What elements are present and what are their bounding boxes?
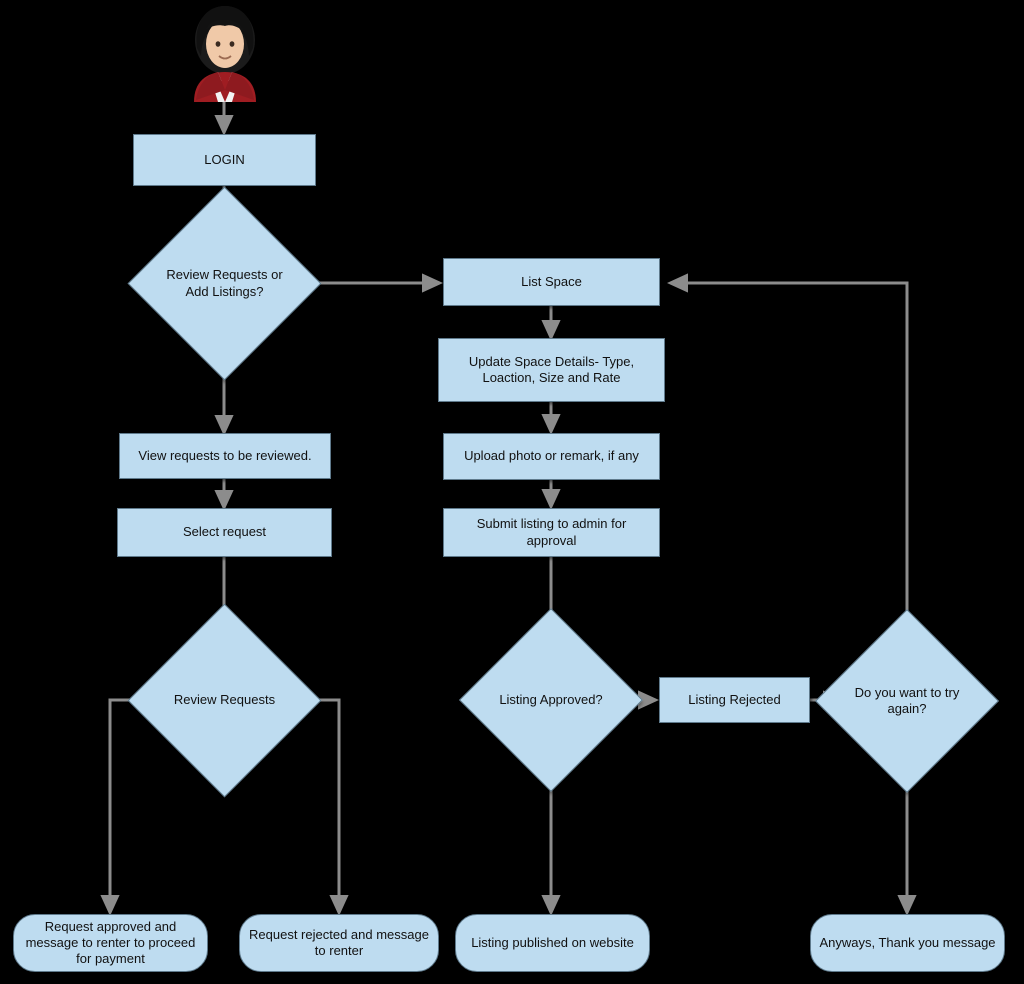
node-listing-published-label: Listing published on website [471,934,634,950]
node-listing-approved-label: Listing Approved? [499,691,603,707]
node-select-request-label: Select request [182,524,267,540]
node-submit-listing-label: Submit listing to admin for approval [476,516,627,548]
node-review-requests[interactable] [156,632,293,769]
node-login-label: LOGIN [204,151,245,167]
node-listing-rejected[interactable] [659,677,810,723]
node-thank-you[interactable] [810,914,1005,972]
node-thank-you-label: Anyways, Thank you message [819,934,996,950]
edge-review-rejected [292,700,339,913]
node-update-space-details[interactable] [438,338,665,402]
edge-review-approved [110,700,157,913]
node-list-space[interactable] [443,258,660,306]
node-review-or-add-listings[interactable] [156,215,293,352]
node-request-rejected-label: Request rejected and message to renter [249,926,429,958]
node-upload-photo[interactable] [443,433,660,480]
edge-tryagain-listspace [670,283,907,638]
node-listing-published[interactable] [455,914,650,972]
node-select-request[interactable] [117,508,332,557]
node-view-requests[interactable] [119,433,331,479]
user-actor-icon [188,4,262,102]
node-review-requests-label: Review Requests [173,692,276,708]
node-update-space-details-label: Update Space Details- Type, Loaction, Size and Rate [468,353,635,385]
node-try-again[interactable] [842,636,972,766]
node-submit-listing[interactable] [443,508,660,557]
node-login[interactable] [133,134,316,186]
node-listing-rejected-label: Listing Rejected [688,691,781,707]
node-listing-approved[interactable] [486,635,616,765]
node-list-space-label: List Space [521,273,582,289]
node-request-approved[interactable] [13,914,208,972]
node-try-again-label: Do you want to try again? [854,684,960,716]
node-request-approved-label: Request approved and message to renter to proceed for payment [25,918,196,967]
node-view-requests-label: View requests to be reviewed. [138,447,312,463]
node-upload-photo-label: Upload photo or remark, if any [464,448,639,464]
node-request-rejected[interactable] [239,914,439,972]
node-review-or-add-listings-label: Review Requests or Add Listings? [166,267,283,299]
